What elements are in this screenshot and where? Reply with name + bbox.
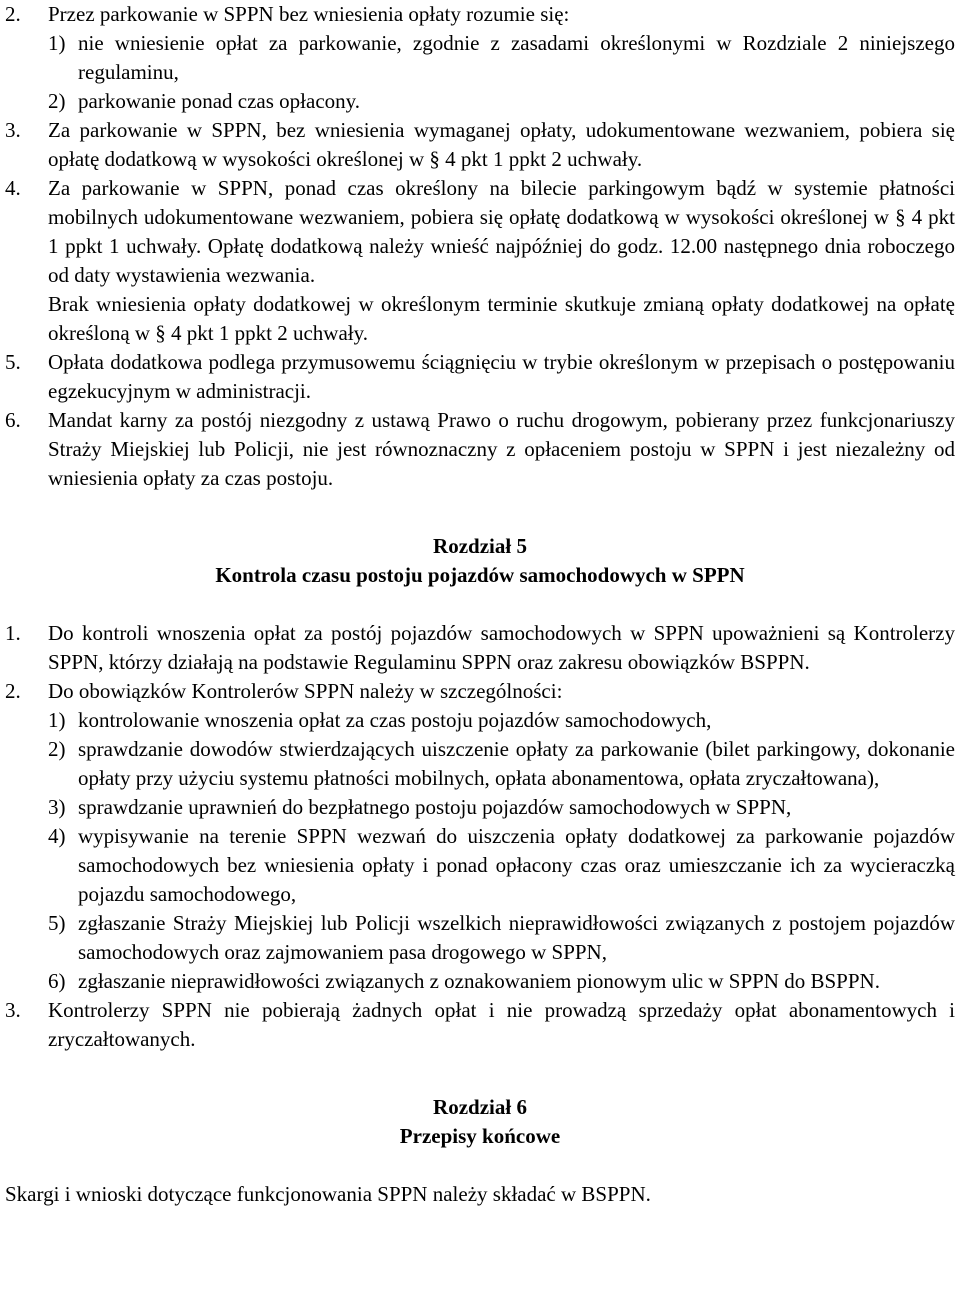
list-item: [48, 793, 955, 822]
closing-text: Skargi i wnioski dotyczące funkcjonowania SPPN należy składać w BSPPN.: [5, 1182, 651, 1206]
list-item: [48, 967, 955, 996]
list-item-number: 4): [48, 824, 66, 848]
paragraph-number: 2.: [5, 679, 21, 703]
document-page: [5, 0, 955, 1209]
paragraph-number: 5.: [5, 350, 21, 374]
paragraph-text: Kontrolerzy SPPN nie pobierają żadnych opłat i nie prowadzą sprzedaży opłat abonamentowych i zryczałtowanych.: [48, 998, 955, 1051]
list-item-number: 1): [48, 31, 66, 55]
list-item-text: zgłaszanie nieprawidłowości związanych z oznakowaniem pionowym ulic w SPPN do BSPPN.: [78, 969, 880, 993]
paragraph-text: Za parkowanie w SPPN, bez wniesienia wymaganej opłaty, udokumentowane wezwaniem, pobiera się opłatę dodatkową w wysokości określonej w § 4 pkt 1 ppkt 2 uchwały.: [48, 118, 955, 171]
paragraph-2: [5, 0, 955, 29]
list-item-number: 2): [48, 737, 66, 761]
chapter-subtitle: Kontrola czasu postoju pojazdów samochodowych w SPPN: [215, 563, 745, 587]
paragraph-number: 6.: [5, 408, 21, 432]
list-item-text: sprawdzanie uprawnień do bezpłatnego postoju pojazdów samochodowych w SPPN,: [78, 795, 792, 819]
list-item-text: zgłaszanie Straży Miejskiej lub Policji wszelkich nieprawidłowości związanych z postojem pojazdów samochodowych oraz zajmowaniem pasa drogowego w SPPN,: [78, 911, 955, 964]
paragraph-text: Opłata dodatkowa podlega przymusowemu ściągnięciu w trybie określonym w przepisach o postępowaniu egzekucyjnym w administracji.: [48, 350, 955, 403]
chapter-title: Rozdział 6: [433, 1095, 527, 1119]
chapter-title: Rozdział 5: [433, 534, 527, 558]
list-item-text: sprawdzanie dowodów stwierdzających uiszczenie opłaty za parkowanie (bilet parkingowy, dokonanie opłaty przy użyciu systemu płatności mobilnych, opłata abonamentowa, opłata zryczałtowana),: [78, 737, 955, 790]
list-item-text: parkowanie ponad czas opłacony.: [78, 89, 361, 113]
paragraph-2: [5, 677, 955, 706]
list-item: [48, 706, 955, 735]
chapter-subtitle: Przepisy końcowe: [399, 1124, 561, 1148]
list-item-number: 2): [48, 89, 66, 113]
paragraph-6: [5, 406, 955, 493]
paragraph-number: 3.: [5, 998, 21, 1022]
paragraph-3: [5, 116, 955, 174]
paragraph-number: 1.: [5, 621, 21, 645]
list-item-number: 6): [48, 969, 66, 993]
paragraph-text: Do kontroli wnoszenia opłat za postój pojazdów samochodowych w SPPN upoważnieni są Kontrolerzy SPPN, którzy działają na podstawie Regulaminu SPPN oraz zakresu obowiązków BSPPN.: [48, 621, 955, 674]
paragraph-continuation: Brak wniesienia opłaty dodatkowej w określonym terminie skutkuje zmianą opłaty dodatkowej na opłatę określoną w § 4 pkt 1 ppkt 2 uchwały.: [48, 292, 955, 345]
paragraph-number: 2.: [5, 2, 21, 26]
list-item: [48, 87, 955, 116]
paragraph-4: [5, 174, 955, 290]
list-item-number: 1): [48, 708, 66, 732]
paragraph-text: Za parkowanie w SPPN, ponad czas określony na bilecie parkingowym bądź w systemie płatności mobilnych udokumentowane wezwaniem, pobiera się opłatę dodatkową w wysokości określonej w § 4 pkt 1 ppkt 1 uchwały. Opłatę dodatkową należy wnieść najpóźniej do godz. 12.00 następnego dnia roboczego od daty wystawienia wezwania.: [48, 176, 955, 287]
list-item-text: nie wniesienie opłat za parkowanie, zgodnie z zasadami określonymi w Rozdziale 2 niniejszego regulaminu,: [78, 31, 955, 84]
list-item: [48, 29, 955, 87]
list-item: [48, 735, 955, 793]
paragraph-5: [5, 348, 955, 406]
paragraph-text: Przez parkowanie w SPPN bez wniesienia opłaty rozumie się:: [48, 2, 570, 26]
paragraph-text: Do obowiązków Kontrolerów SPPN należy w szczególności:: [48, 679, 563, 703]
list-item-number: 5): [48, 911, 66, 935]
list-item-text: kontrolowanie wnoszenia opłat za czas postoju pojazdów samochodowych,: [78, 708, 712, 732]
paragraph-text: Mandat karny za postój niezgodny z ustawą Prawo o ruchu drogowym, pobierany przez funkcjonariuszy Straży Miejskiej lub Policji, nie jest równoznaczny z opłaceniem postoju w SPPN i jest niezależny od wniesienia opłaty za czas postoju.: [48, 408, 955, 490]
paragraph-number: 3.: [5, 118, 21, 142]
list-item: [48, 822, 955, 909]
paragraph-3: [5, 996, 955, 1054]
paragraph-number: 4.: [5, 176, 21, 200]
list-item-text: wypisywanie na terenie SPPN wezwań do uiszczenia opłaty dodatkowej za parkowanie pojazdów samochodowych bez wniesienia opłaty i ponad opłacony czas oraz umieszczanie ich za wycieraczką pojazdu samochodowego,: [78, 824, 955, 906]
list-item: [48, 909, 955, 967]
list-item-number: 3): [48, 795, 66, 819]
paragraph-1: [5, 619, 955, 677]
